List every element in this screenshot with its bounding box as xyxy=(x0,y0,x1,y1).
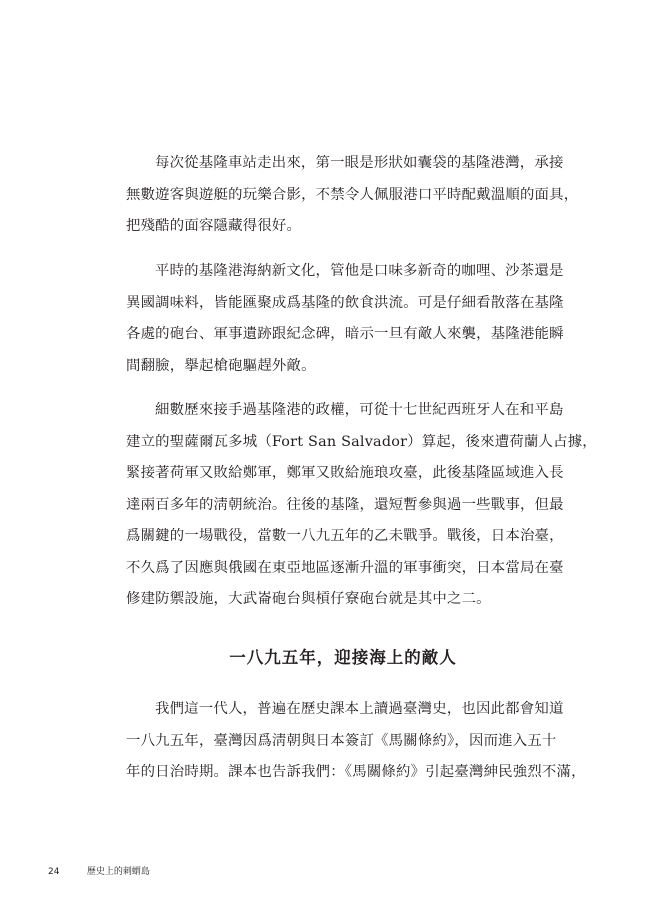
paragraph-line: 爲關鍵的一場戰役，當數一八九五年的乙未戰爭。戰後，日本治臺， xyxy=(126,528,564,544)
section-heading: 一八九五年，迎接海上的敵人 xyxy=(229,648,457,667)
running-title: 歷史上的刺蝟島 xyxy=(86,867,150,877)
paragraph-line: 無數遊客與遊艇的玩樂合影，不禁令人佩服港口平時配戴溫順的面具， xyxy=(126,186,579,203)
page-footer xyxy=(48,864,150,877)
paragraph-line: 每次從基隆車站走出來，第一眼是形狀如囊袋的基隆港灣，承接 xyxy=(155,155,564,171)
body-paragraph-1 xyxy=(126,148,579,243)
paragraph-line: 修建防禦設施，大武崙砲台與槓仔寮砲台就是其中之二。 xyxy=(126,591,491,607)
paragraph-line: 細數歷來接手過基隆港的政權，可從十七世紀西班牙人在和平島 xyxy=(155,402,564,418)
paragraph-line: 緊接著荷軍又敗給鄭軍，鄭軍又敗給施琅攻臺，此後基隆區域進入長 xyxy=(126,465,564,481)
paragraph-line: 達兩百多年的淸朝統治。往後的基隆，還短暫參與過一些戰事，但最 xyxy=(126,496,564,513)
paragraph-line: 平時的基隆港海納新文化，管他是口味多新奇的咖哩、沙茶還是 xyxy=(155,263,564,279)
body-paragraph-4 xyxy=(126,694,586,789)
paragraph-line: 建立的聖薩爾瓦多城（Fort San Salvador）算起，後來遭荷蘭人占據， xyxy=(126,433,597,450)
paragraph-line: 間翻臉，擧起槍砲驅趕外敵。 xyxy=(126,357,316,374)
paragraph-line: 年的日治時期。課本也告訴我們：《馬關條約》引起臺灣紳民強烈不滿， xyxy=(126,764,586,780)
paragraph-line: 我們這一代人，普遍在歷史課本上讀過臺灣史，也因此都會知道 xyxy=(155,701,564,717)
body-paragraph-3 xyxy=(126,395,597,616)
body-paragraph-2 xyxy=(126,256,564,382)
paragraph-line: 異國調味料，皆能匯聚成爲基隆的飲食洪流。可是仔細看散落在基隆 xyxy=(126,294,564,311)
paragraph-line: 把殘酷的面容隱藏得很好。 xyxy=(126,218,302,234)
page-number: 24 xyxy=(48,867,60,877)
paragraph-line: 各處的砲台、軍事遺跡跟紀念碑，暗示一旦有敵人來襲，基隆港能瞬 xyxy=(126,326,564,342)
paragraph-line: 一八九五年，臺灣因爲淸朝與日本簽訂《馬關條約》，因而進入五十 xyxy=(126,732,557,749)
paragraph-line: 不久爲了因應與俄國在東亞地區逐漸升溫的軍事衝突，日本當局在臺 xyxy=(126,559,564,576)
